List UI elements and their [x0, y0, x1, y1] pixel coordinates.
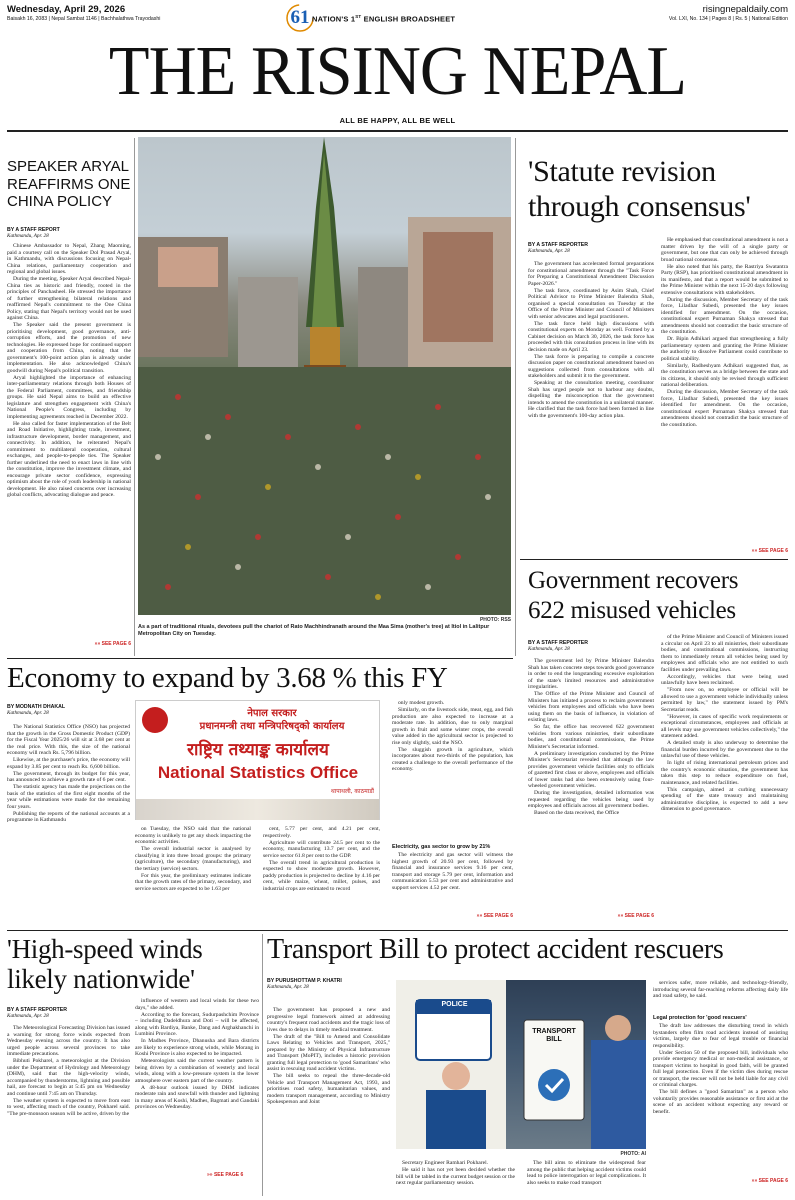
column-divider — [262, 934, 263, 1196]
story4-body-col4: only modest growth. Similarly, on the livestock side, meat, egg, and fish production are also expected to increase at a moderate rate. In addition, due to only marginal growth in fruit and some winter crops, the overall value added in the agricultural sector is projected to rise only slightly, said the NSO. The sluggish growth in agriculture, which incorporates about two-thirds of the population, has created a challenge to the overall performance of the economy. — [392, 700, 513, 772]
bill-cover-label: TRANSPORT BILL — [532, 1028, 576, 1043]
story5-byline: BY A STAFF REPORTER — [7, 1007, 67, 1013]
story3-headline-line2[interactable]: 622 misused vehicles — [528, 597, 736, 624]
masthead-tagline: NATION'S 1ST ENGLISH BROADSHEET — [312, 14, 456, 24]
photo1-caption: As a part of traditional rituals, devotees pull the chariot of Rato Machhindranath around the Maa Sima (mother's tree) at Itiol in Lalitpur Metropolitan City on Tuesday. — [138, 624, 490, 637]
story1-body: Chinese Ambassador to Nepal, Zhang Maoming, paid a courtesy call on the Speaker Dol Prasad Aryal, in Kathmandu, with discussions focusing on Nepal-China relations, parliamentary cooperation and regional and global issues. During the meeting, Speaker Aryal described Nepal-China ties as historic and friendly, rooted in the principles of Panchasheel. He stressed the importance of further strengthening bilateral relations and reaffirmed Nepal's commitment to the One China Policy, stating that Nepal's territory would not be used against China. The Speaker said the present government is prioritising development, good governance, anti-corruption efforts, and the promotion of new technologies. He expressed hope for continued support and cooperation from China, noting that the government's 100-point action plan is already under implementation. He also acknowledged China's goodwill during Nepal's political transition. Aryal highlighted the importance of enhancing inter-parliamentary relations through both Houses of the Federal Parliament, committees, and friendship groups. He said Nepal aims to build an effective legislature and strengthen engagement with China's National People's Congress, including by implementing agreements reached in December 2022. He also called for faster implementation of the Belt and Road Initiative, highlighting trade, investment, infrastructure development, border management, and connectivity. In addition, he reiterated Nepal's commitment to multilateral cooperation, cultural exchanges, and people-to-people ties. The Speaker further underlined the need to enact laws in line with the constitution, improve the investment climate, and encourage private sector confidence, expressing optimism about the role of youth leadership in national development. He also raised concerns over increasing global conflicts, advocating dialogue and peace. — [7, 243, 131, 498]
masthead-website[interactable]: risingnepaldaily.com — [702, 4, 788, 15]
newspaper-title: THE RISING NEPAL — [108, 33, 687, 110]
story5-body-col1: The Meteorological Forecasting Division has issued a warning for strong force winds expected from Wednesday evening across the country. It has also urged people across several provinces to take immediate precautions. Bibhuti Pokharel, a meteorologist at the Division under the Department of Hydrology and Meteorology (DHM), said that the high-velocity winds, accompanied by thunderstorms, lightning and possible hail, are forecast to begin at 5:45 pm on Wednesday and continue until 7:45 am on Thursday. The weather system is expected to move from east to west, affecting much of the country, Pokharel said. "The pre-monsoon season will be active, driven by the — [7, 1025, 130, 1117]
sign-english: National Statistics Office — [157, 763, 359, 782]
story5-dateline: Kathmandu, Apr. 28 — [7, 1013, 49, 1019]
story4-body-col3: cent, 5.77 per cent, and 4.21 per cent, respectively. Agriculture will contribute 24.5 per cent to the economy, manufacturing 13.7 per cent, and the service sector 61.8 per cent to the GDP. The overall trend in agricultural production is expected to show moderate growth. However, paddy production is projected to decline by 4.16 per cent, while maize, wheat, millet, pulses, and industrial crops are estimated to record — [263, 826, 380, 892]
story1-headline[interactable]: SPEAKER ARYAL REAFFIRMS ONE CHINA POLICY — [7, 158, 131, 210]
nso-sign-photo — [135, 700, 380, 820]
story1-byline: BY A STAFF REPORT — [7, 227, 60, 233]
story4-headline[interactable]: Economy to expand by 3.68 % this FY — [7, 662, 448, 694]
story3-dateline: Kathmandu, Apr. 28 — [528, 646, 570, 652]
story4-dateline: Kathmandu, Apr. 28 — [7, 710, 49, 716]
story1-see-page[interactable]: »» SEE PAGE 6 — [94, 641, 131, 647]
story6-body-col1: The government has proposed a new and progressive legal framework aimed at addressing country's frequent road accidents and the tragic loss of lives due to delays in timely medical treatment. The draft of the "Bill to Amend and Consolidate Laws Relating to Vehicles and Transport, 2025," prepared by the Ministry of Physical Infrastructure and Transport (MoPIT), includes a historic provision granting full legal protection to 'good Samaritans' who assist in rescuing road accident victims. The bill seeks to repeal the three-decade-old Vehicle and Transport Management Act, 1993, and prioritises road safety, humanitarian values, and modern transport management, according to Ministry Spokesperson and Joint — [267, 1007, 390, 1105]
story4-subhead: Electricity, gas sector to grow by 21% — [392, 844, 491, 850]
story4-see-page[interactable]: »» SEE PAGE 6 — [476, 913, 513, 919]
story5-headline-line2[interactable]: likely nationwide' — [7, 964, 195, 994]
story2-byline: BY A STAFF REPORTER — [528, 242, 588, 248]
masthead-date: Wednesday, April 29, 2026 — [7, 4, 126, 15]
transport-bill-illustration — [396, 980, 646, 1149]
story6-body-col4b: The draft law addresses the disturbing trend in which bystanders often film road accidents instead of assisting victims, largely due to fear of legal trouble or financial responsibility. Under Section 50 of the proposed bill, individuals who provide emergency medical or non-medical assistance, or transport victims to hospital in good faith, will be granted full legal protection. Even if the victim dies during rescue or transport, the rescuer will not be held liable for any civil or criminal charges. The bill defines a "good Samaritan" as a person who voluntarily provides reasonable assistance or first aid at the scene of an accident without expecting any reward or benefit. — [653, 1023, 788, 1115]
newspaper-motto: ALL BE HAPPY, ALL BE WELL — [339, 116, 456, 125]
story2-body-col1: The government has accelerated formal preparations for constitutional amendment through the "Task Force for Preparing a Constitutional Amendment Discussion Paper-2026." The task force, coordinated by Asim Shah, Chief Political Advisor to Prime Minister Balendra Shah, organised a special consultation on Tuesday at the Office of the Prime Minister and Council of Ministers with senior advocates and legal practitioners. The task force held high discussions with constitutional experts on Monday as well. Formed by a Cabinet decision on March 30, 2026, the task force has proceeded with this consultation process in line with its decision made on April 23. The task force is preparing to compile a concrete discussion paper on constitutional amendment based on suggestions collected from consultations with all stakeholders and submit it to the government. Speaking at the consultation meeting, coordinator Shah has urged people not to harbour any doubts, dispelling the misconception that the government intends to amend the constitution in a unilateral manner. He clarified that the task force had been formed in line with the government's 100-day action plan. — [528, 261, 654, 419]
column-divider — [515, 138, 516, 656]
story-rule — [7, 658, 513, 659]
story4-body-col2: on Tuesday, the NSO said that the national economy is unlikely to get any shock impacting the economic activities. The overall industrial sector is analysed by classifying it into three broad groups: the primary (agriculture), the secondary (manufacturing), and the tertiary (service) sectors. For this year, the preliminary estimates indicate that the growth rates of the primary, secondary, and service sectors are expected to be 1.63 per — [135, 826, 251, 892]
masthead-rule — [7, 130, 788, 132]
story3-see-page[interactable]: »» SEE PAGE 6 — [617, 913, 654, 919]
story-rule — [520, 559, 788, 560]
story5-see-page[interactable]: »» SEE PAGE 6 — [207, 1172, 244, 1178]
story2-headline-line1[interactable]: 'Statute revision — [528, 155, 716, 188]
story1-dateline: Kathmandu, Apr. 28 — [7, 233, 49, 239]
story4-body-col4b: The electricity and gas sector will witness the highest growth of 20.93 per cent, followed by financial and insurance services 9.16 per cent, transport and storage 5.79 per cent, information and communication 5.53 per cent and administrative and support services 4.52 per cent. — [392, 852, 513, 891]
column-divider — [134, 138, 135, 656]
story6-dateline: Kathmandu, Apr. 28 — [267, 984, 309, 990]
police-sign-label: POLICE — [441, 1001, 468, 1008]
story4-body-col1: The National Statistics Office (NSO) has projected that the growth in the Gross Domestic Product (GDP) for the Fiscal Year 2025/26 will sit at 3.68 per cent at the real price. With this, the size of the national economy will reach Rs. 5,796 billion. Likewise, at the purchaser's price, the economy will expand by 3.85 per cent to reach Rs. 6,600 billion. The government, through its budget for this year, has announced to achieve a growth rate of 6 per cent. The statistic agency has made the projections on the basis of the statistics of the first eight months of the year while estimations were made for the remaining four years. Publishing the reports of the national accounts at a programme in Kathmandu — [7, 724, 130, 823]
story3-body-col1: The government led by Prime Minister Balendra Shah has taken concrete steps towards good governance in order to end the longstanding excessive exploitation of the state's limited resources and administrative irregularities. The Office of the Prime Minister and Council of Ministers has initiated a process to reclaim government vehicles from employees and officials who have been using them on the basis of influence, in violation of existing laws. So far, the office has recovered 622 government vehicles from various ministries, their subordinate bodies, and constitutional commissions, the Prime Minister's Secretariat informed. A preliminary investigation conducted by the Prime Minister's Secretariat revealed that although the law provides government vehicle facilities only to officials of gazetted first class or above, employees and officials of lower ranks had also been extensively using four-wheeled government vehicles. During the investigation, detailed information was requested regarding the vehicles being used by employees and officials across all government bodies. Based on the data received, the Office — [528, 658, 654, 816]
anniversary-number: 61 — [290, 7, 310, 28]
anniversary-badge — [285, 3, 315, 33]
nepal-emblem-icon — [142, 707, 168, 733]
story3-body-col2: of the Prime Minister and Council of Ministers issued a circular on April 23 to all ministries, their subordinate bodies, and constitutional commissions, instructing them to immediately return all vehicles being used by employees and officials who are not entitled to such facilities under prevailing laws. Accordingly, vehicles that were being used unlawfully have been reclaimed. "From now on, no employee or official will be allowed to use a government vehicle individually unless permitted by law," the statement issued by PM's Secretariat reads. "However, in cases of specific work requirements or exceptional circumstances, employees and officials at all levels may use government vehicles collectively," the statement added. A detailed study is also underway to determine the financial burden incurred by the government due to the unlawful use of these vehicles. In light of rising international petroleum prices and the country's economic situation, the government has taken this step to reduce expenditure on fuel, maintenance, and related facilities. This campaign, aimed at curbing unnecessary spending of the state treasury and maintaining administrative discipline, is expected to add a new dimension to good governance. — [661, 634, 788, 812]
story6-body-col2: Secretary Engineer Ramhari Pokharel. He said it has not yet been decided whether the bill will be tabled in the current budget session or the next regular parliamentary session. — [396, 1160, 515, 1186]
story2-headline-line2[interactable]: through consensus' — [528, 190, 751, 223]
sign-nepali-line3: राष्ट्रिय तथ्याङ्क कार्यालय — [187, 740, 329, 760]
story3-headline-line1[interactable]: Government recovers — [528, 567, 739, 594]
photo1-credit: PHOTO: RSS — [479, 617, 511, 623]
story2-dateline: Kathmandu, Apr. 28 — [528, 248, 570, 254]
masthead-volume: Vol. LXI, No. 134 | Pages 8 | Rs. 5 | National Edition — [668, 16, 788, 22]
story6-body-col3: The bill aims to eliminate the widespread fear among the public that helping accident victims could lead to police interrogation or legal complications. It also seeks to make road transport — [527, 1160, 646, 1186]
sign-nepali-line1: नेपाल सरकार — [247, 708, 297, 719]
story-rule — [7, 930, 788, 931]
story2-body-col2: He emphasised that constitutional amendment is not a matter driven by the will of a single party or government, but one that can only be achieved through broad national consensus. He also noted that his party, the Rastriya Swatantra Party (RSP), has prioritised constitutional amendment in its manifesto, and that a report would be submitted to the Prime Minister within the next 15-20 days following extensive consultations with stakeholders. During the discussion, Member Secretary of the task force, Liladhar Subedi, presented the key issues identified for amendment. On the occasion, constitutional expert Purnaman Shakya stressed that amendments should not contradict the basic structure of the constitution. Dr. Bipin Adhikari argued that strengthening a fully parliamentary system and granting the Prime Minister the authority to dissolve Parliament could contribute to political stability. Similarly, Radheshyam Adhikari suggested that, as the constitution serves as a bridge between the state and its citizens, it should only be revised through sufficient national deliberation. During the discussion, Member Secretary of the task force, Liladhar Subedi, presented the key issues identified for amendment. On the occasion, constitutional expert Purnaman Shakya stressed that amendments should not contradict the basic structure of the constitution. — [661, 237, 788, 428]
story6-body-col4: services safer, more reliable, and technology-friendly, introducing several far-reaching reforms affecting daily life and road safety, he said. — [653, 980, 788, 999]
story6-see-page[interactable]: »» SEE PAGE 6 — [751, 1178, 788, 1184]
story3-byline: BY A STAFF REPORTER — [528, 640, 588, 646]
story6-headline[interactable]: Transport Bill to protect accident rescuers — [267, 934, 724, 965]
chariot-festival-photo — [138, 137, 511, 615]
photo6-credit: PHOTO: AI — [620, 1151, 646, 1157]
masthead-nepali-date: Baisakh 16, 2083 | Nepal Sambat 1146 | Bachhalathwa Trayodashi — [7, 16, 161, 22]
story5-headline-line1[interactable]: 'High-speed winds — [7, 934, 203, 964]
story2-see-page[interactable]: »» SEE PAGE 6 — [751, 548, 788, 554]
story6-byline: BY PURUSHOTTAM P. KHATRI — [267, 978, 342, 984]
story5-body-col2: influence of western and local winds for these two days," she added. According to the forecast, Sudurpashchim Province – including Dadeldhura and Doti – will be affected, along with Bardiya, Banke, Dang and Arghakhanchi in Lumbini Province. In Madhes Province, Dhanusha and Bara districts are likely to experience strong winds, while Morang in Koshi Province is also expected to be impacted. Meteorologists said the current weather pattern is being driven by a combination of westerly and local winds, along with a low-pressure system in the lower atmosphere over eastern part of the country. A 48-hour outlook issued by DHM indicates moderate rain and snowfall with thunder and lightning in many areas of Koshi, Madhes, Bagmati and Gandaki provinces on Wednesday. — [135, 998, 259, 1110]
sign-nepali-line2: प्रधानमन्त्री तथा मन्त्रिपरिषद्को कार्यालय — [199, 721, 345, 732]
sign-address: थापाथली, काठमाडौं — [330, 788, 374, 795]
story4-byline: BY MODNATH DHAKAL — [7, 704, 66, 710]
story6-subhead: Legal protection for 'good rescuers' — [653, 1015, 747, 1021]
